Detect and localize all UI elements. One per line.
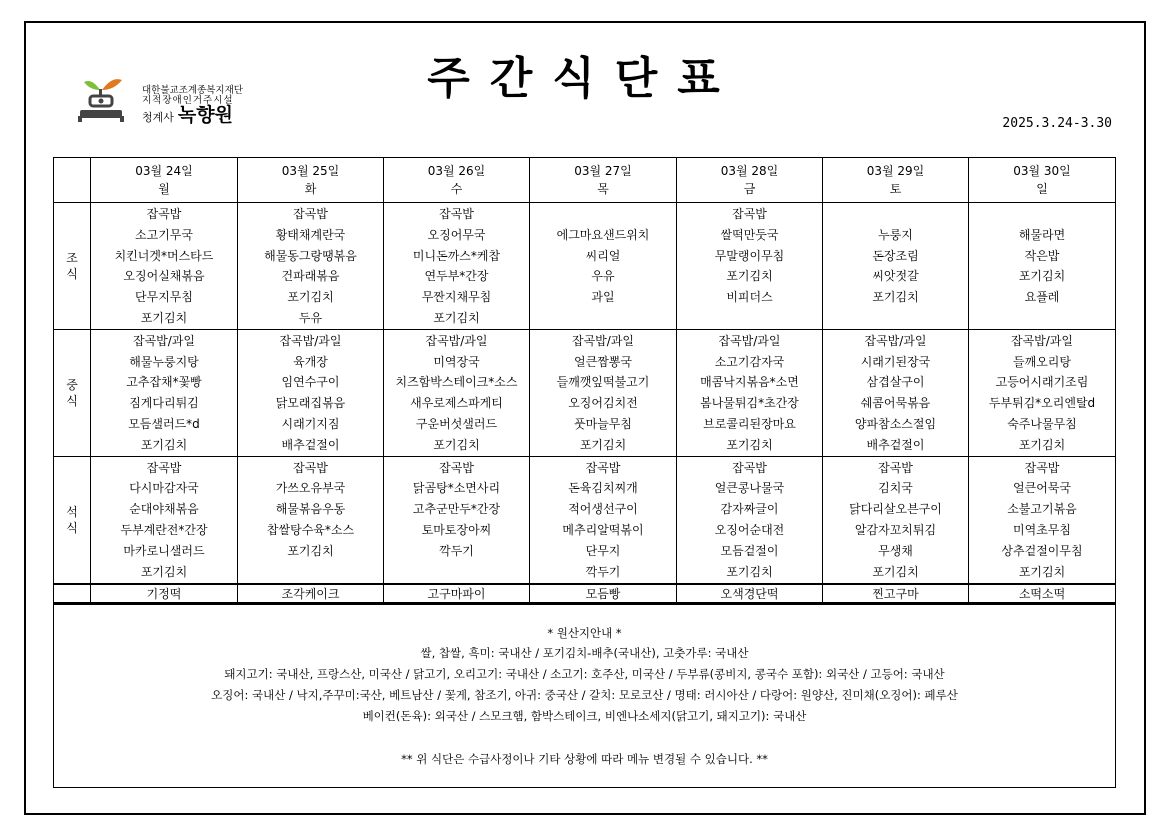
day-header-cell — [530, 158, 677, 203]
menu-item: 소불고기볶음 — [1007, 502, 1077, 517]
breakfast-label-text: 조 식 — [66, 251, 78, 282]
menu-item: 짐게다리튀김 — [129, 396, 199, 411]
dinner-label — [54, 456, 91, 584]
menu-item: 무말랭이무침 — [714, 248, 785, 263]
menu-item: 잡곡밥 — [732, 460, 767, 475]
menu-item: 쉐콤어묵볶음 — [860, 396, 931, 411]
day-weekday: 목 — [597, 182, 609, 196]
menu-item: 과일 — [591, 290, 615, 305]
menu-item: 단무지 — [585, 543, 621, 558]
menu-item: 오징어순대전 — [714, 522, 785, 537]
menu-item: 모듬겉절이 — [720, 543, 779, 558]
menu-item: 에그마요샌드위치 — [556, 227, 650, 242]
dinner-cell — [238, 456, 384, 584]
day-header-cell — [677, 158, 823, 203]
menu-item: 연두부*간장 — [424, 269, 489, 284]
corner-cell — [54, 158, 91, 203]
menu-item: 배추겉절이 — [281, 437, 340, 452]
menu-item: 건파래볶음 — [281, 269, 340, 284]
menu-item: 새우로제스파게티 — [410, 396, 503, 411]
day-date: 03월 30일 — [1013, 164, 1071, 178]
day-header-cell — [969, 158, 1116, 203]
menu-item: 비피더스 — [726, 290, 773, 305]
menu-item: 오징어김치전 — [568, 396, 638, 411]
menu-item: 육개장 — [293, 354, 328, 369]
menu-item: 해물동그랑땡볶음 — [264, 248, 357, 263]
menu-item: 오징어무국 — [427, 227, 486, 242]
menu-item: 브로콜리된장마요 — [703, 416, 796, 431]
day-weekday: 금 — [743, 182, 756, 196]
menu-item: 메추리알떡볶이 — [562, 522, 644, 537]
menu-item: 소고기감자국 — [714, 354, 785, 369]
menu-item — [238, 562, 383, 583]
menu-item: 구운버섯샐러드 — [415, 416, 498, 431]
dinner-cell — [677, 456, 823, 584]
menu-item: 포기김치 — [287, 543, 334, 558]
snack-row — [54, 584, 1116, 604]
menu-item: 돈장조림 — [872, 248, 919, 263]
day-date: 03월 24일 — [135, 164, 193, 178]
menu-item: 미역초무침 — [1013, 522, 1071, 537]
menu-item — [530, 204, 676, 225]
menu-item: 배추겉절이 — [866, 437, 925, 452]
menu-item: 치킨너겟*머스타드 — [114, 248, 214, 263]
menu-item: 치즈함박스테이크*소스 — [395, 375, 518, 390]
notes-footer: ** 위 식단은 수급사정이나 기타 상황에 따라 메뉴 변경될 수 있습니다. ** — [401, 752, 768, 766]
menu-item: 감자짜글이 — [720, 502, 779, 517]
menu-item — [677, 308, 822, 329]
menu-item: 포기김치 — [140, 310, 188, 325]
dinner-cell — [969, 456, 1116, 584]
organization-line1: 대한불교조계종복지재단 — [142, 85, 243, 96]
menu-item: 포기김치 — [287, 290, 334, 305]
menu-item: 포기김치 — [433, 437, 480, 452]
menu-item: 시래기된장국 — [860, 354, 931, 369]
menu-item: 해물누룽지탕 — [129, 354, 199, 369]
menu-item: 적어생선구이 — [568, 502, 638, 517]
menu-item: 해물라면 — [1018, 227, 1066, 242]
menu-item: 우유 — [591, 269, 615, 284]
menu-item: 찹쌀탕수육*소스 — [266, 522, 355, 537]
menu-item: 포기김치 — [433, 310, 480, 325]
menu-item — [969, 204, 1115, 225]
menu-item: 매콤낙지볶음*소면 — [700, 375, 799, 390]
day-header-cell — [91, 158, 238, 203]
menu-item: 김치국 — [878, 481, 913, 496]
menu-item: 잡곡밥/과일 — [571, 333, 634, 348]
menu-item: 잡곡밥 — [1024, 460, 1060, 475]
menu-item: 시래기지짐 — [281, 416, 340, 431]
menu-item: 잡곡밥 — [878, 460, 913, 475]
snack-cell: 찐고구마 — [823, 584, 969, 604]
menu-item: 소고기무국 — [135, 227, 193, 242]
day-header-cell — [384, 158, 530, 203]
menu-item: 누룽지 — [878, 227, 913, 242]
organization-prefix: 청계사 — [142, 111, 174, 124]
menu-item: 상추겉절이무침 — [1001, 543, 1083, 558]
menu-item: 씨리얼 — [585, 248, 621, 263]
menu-item: 잡곡밥 — [732, 207, 767, 221]
menu-item: 포기김치 — [872, 290, 919, 305]
dinner-row — [54, 456, 1116, 584]
breakfast-cell — [823, 203, 969, 330]
breakfast-cell — [530, 203, 677, 330]
lunch-cell — [238, 329, 384, 456]
breakfast-label — [54, 203, 91, 330]
lunch-cell — [530, 329, 677, 456]
menu-item — [969, 308, 1115, 329]
menu-item: 잡곡밥 — [146, 207, 182, 221]
lunch-cell — [677, 329, 823, 456]
notes-line: 쌀, 찹쌀, 흑미: 국내산 / 포기김치-배추(국내산), 고춧가루: 국내산 — [420, 646, 749, 660]
menu-item: 잡곡밥/과일 — [279, 333, 342, 348]
dinner-cell — [384, 456, 530, 584]
snack-cell: 조각케이크 — [238, 584, 384, 604]
snack-cell: 오색경단떡 — [677, 584, 823, 604]
menu-item: 해물볶음우동 — [275, 502, 346, 517]
menu-item: 잡곡밥 — [146, 460, 182, 475]
day-date: 03월 29일 — [866, 164, 925, 178]
menu-item: 모듬샐러드*d — [128, 416, 200, 431]
menu-item — [530, 308, 676, 329]
menu-item: 포기김치 — [140, 437, 188, 452]
menu-item: 포기김치 — [1018, 269, 1066, 284]
menu-item: 단무지무침 — [135, 290, 193, 305]
menu-item: 깍두기 — [439, 543, 474, 558]
day-header-cell — [238, 158, 384, 203]
menu-item: 잡곡밥/과일 — [425, 333, 488, 348]
menu-item: 다시마감자국 — [129, 481, 199, 496]
menu-item: 잡곡밥 — [585, 460, 621, 475]
menu-item: 무생채 — [878, 543, 913, 558]
menu-item: 양파참소스절임 — [854, 416, 937, 431]
lunch-cell — [823, 329, 969, 456]
notes-line: 오징어: 국내산 / 낙지,주꾸미:국산, 베트남산 / 꽃게, 참조기, 아귀: 중국산 / 갈치: 모로코산 / 명태: 러시아산 / 다랑어: 원양산, 진미채(오징어): 페루산 — [211, 688, 958, 702]
day-weekday: 화 — [304, 182, 317, 196]
menu-item — [823, 308, 968, 329]
organization-name: 녹향원 — [177, 104, 233, 126]
snack-cell: 소떡소떡 — [969, 584, 1116, 604]
breakfast-cell — [91, 203, 238, 330]
lunch-row — [54, 329, 1116, 456]
menu-item: 깍두기 — [585, 564, 621, 579]
menu-item: 미니돈까스*케찹 — [412, 248, 501, 263]
menu-item: 얼큰어묵국 — [1013, 481, 1071, 496]
menu-item: 두부튀김*오리엔탈d — [988, 396, 1096, 411]
lunch-label-text: 중 식 — [66, 378, 78, 409]
menu-item: 무짠지채무침 — [421, 290, 492, 305]
dinner-label-text: 석 식 — [66, 505, 78, 536]
lunch-label — [54, 329, 91, 456]
menu-item: 잡곡밥/과일 — [864, 333, 927, 348]
breakfast-cell — [384, 203, 530, 330]
menu-item: 순대야채볶음 — [129, 502, 199, 517]
lunch-cell — [969, 329, 1116, 456]
menu-item: 쌀떡만둣국 — [720, 227, 779, 242]
day-date: 03월 27일 — [574, 164, 632, 178]
menu-item: 포기김치 — [140, 564, 188, 579]
menu-item: 포기김치 — [726, 564, 773, 579]
menu-item — [384, 562, 529, 583]
menu-item: 고등어시래기조림 — [995, 375, 1089, 390]
menu-item: 숙주나물무침 — [1007, 416, 1077, 431]
menu-item: 작은밥 — [1024, 248, 1060, 263]
menu-item: 풋마늘무침 — [574, 416, 632, 431]
snack-cell: 모듬빵 — [530, 584, 677, 604]
menu-item: 닭모래집볶음 — [275, 396, 346, 411]
origin-notes — [53, 602, 1116, 788]
day-weekday: 월 — [158, 182, 170, 196]
menu-item: 오징어실채볶음 — [123, 269, 205, 284]
menu-item: 포기김치 — [726, 437, 773, 452]
notes-line: 베이컨(돈육): 외국산 / 스모크햄, 함박스테이크, 비엔나소세지(닭고기, 돼지고기): 국내산 — [362, 709, 807, 723]
menu-item: 잡곡밥 — [293, 460, 328, 475]
menu-item: 포기김치 — [1018, 564, 1066, 579]
menu-item: 삼겹살구이 — [866, 375, 925, 390]
menu-item: 들깨오리탕 — [1013, 354, 1071, 369]
menu-item: 들깨깻잎떡불고기 — [556, 375, 650, 390]
menu-item: 잡곡밥 — [439, 460, 474, 475]
day-weekday: 토 — [889, 182, 902, 196]
notes-heading: * 원산지안내 * — [547, 626, 622, 640]
dinner-cell — [530, 456, 677, 584]
menu-item: 고추잡채*꽃빵 — [126, 375, 202, 390]
breakfast-cell — [969, 203, 1116, 330]
weekly-menu-table — [53, 157, 1116, 605]
menu-item: 잡곡밥/과일 — [132, 333, 195, 348]
lunch-cell — [91, 329, 238, 456]
menu-item: 잡곡밥 — [293, 207, 328, 221]
day-date: 03월 25일 — [281, 164, 340, 178]
menu-item: 얼큰콩나물국 — [714, 481, 785, 496]
menu-item: 미역장국 — [433, 354, 480, 369]
day-date: 03월 26일 — [427, 164, 486, 178]
menu-item: 잡곡밥/과일 — [1010, 333, 1073, 348]
breakfast-row — [54, 203, 1116, 330]
notes-line: 돼지고기: 국내산, 프랑스산, 미국산 / 닭고기, 오리고기: 국내산 / 소고기: 호주산, 미국산 / 두부류(콩비지, 콩국수 포함): 외국산 / 고등어: 국내산 — [224, 667, 945, 681]
day-date: 03월 28일 — [720, 164, 779, 178]
menu-item: 포기김치 — [726, 269, 773, 284]
day-weekday: 일 — [1036, 182, 1048, 196]
menu-item: 돈육김치찌개 — [568, 481, 638, 496]
menu-item: 포기김치 — [579, 437, 627, 452]
day-weekday: 수 — [450, 182, 463, 196]
page-title: 주간식단표 — [427, 53, 740, 104]
menu-item: 두유 — [298, 310, 323, 325]
organization-line2: 지적장애인거주시설 — [142, 95, 234, 106]
menu-item — [823, 204, 968, 225]
menu-item: 가쓰오유부국 — [275, 481, 346, 496]
snack-cell: 기정떡 — [91, 584, 238, 604]
menu-item: 알감자꼬치튀김 — [854, 522, 937, 537]
menu-item: 얼큰짬뽕국 — [574, 354, 632, 369]
menu-item: 잡곡밥 — [439, 207, 474, 221]
menu-item: 두부계란전*간장 — [120, 522, 208, 537]
menu-item: 포기김치 — [872, 564, 919, 579]
menu-item: 씨앗젓갈 — [872, 269, 919, 284]
menu-item: 황태채계란국 — [275, 227, 346, 242]
menu-item: 닭다리살오븐구이 — [849, 502, 942, 517]
snack-cell: 고구마파이 — [384, 584, 530, 604]
breakfast-cell — [238, 203, 384, 330]
date-range: 2025.3.24-3.30 — [1002, 116, 1112, 131]
breakfast-cell — [677, 203, 823, 330]
menu-item: 잡곡밥/과일 — [718, 333, 781, 348]
menu-item: 토마토장아찌 — [421, 522, 492, 537]
dinner-cell — [91, 456, 238, 584]
menu-item: 마카로니샐러드 — [123, 543, 205, 558]
header-row — [54, 158, 1116, 203]
lunch-cell — [384, 329, 530, 456]
menu-item: 요플레 — [1024, 290, 1060, 305]
menu-item: 봄나물튀김*초간장 — [700, 396, 799, 411]
menu-item: 고추군만두*간장 — [412, 502, 501, 517]
menu-item: 닭곰탕*소면사리 — [412, 481, 501, 496]
day-header-cell — [823, 158, 969, 203]
menu-item: 포기김치 — [1018, 437, 1066, 452]
menu-item: 임연수구이 — [281, 375, 340, 390]
dinner-cell — [823, 456, 969, 584]
snack-label-cell — [54, 584, 91, 604]
